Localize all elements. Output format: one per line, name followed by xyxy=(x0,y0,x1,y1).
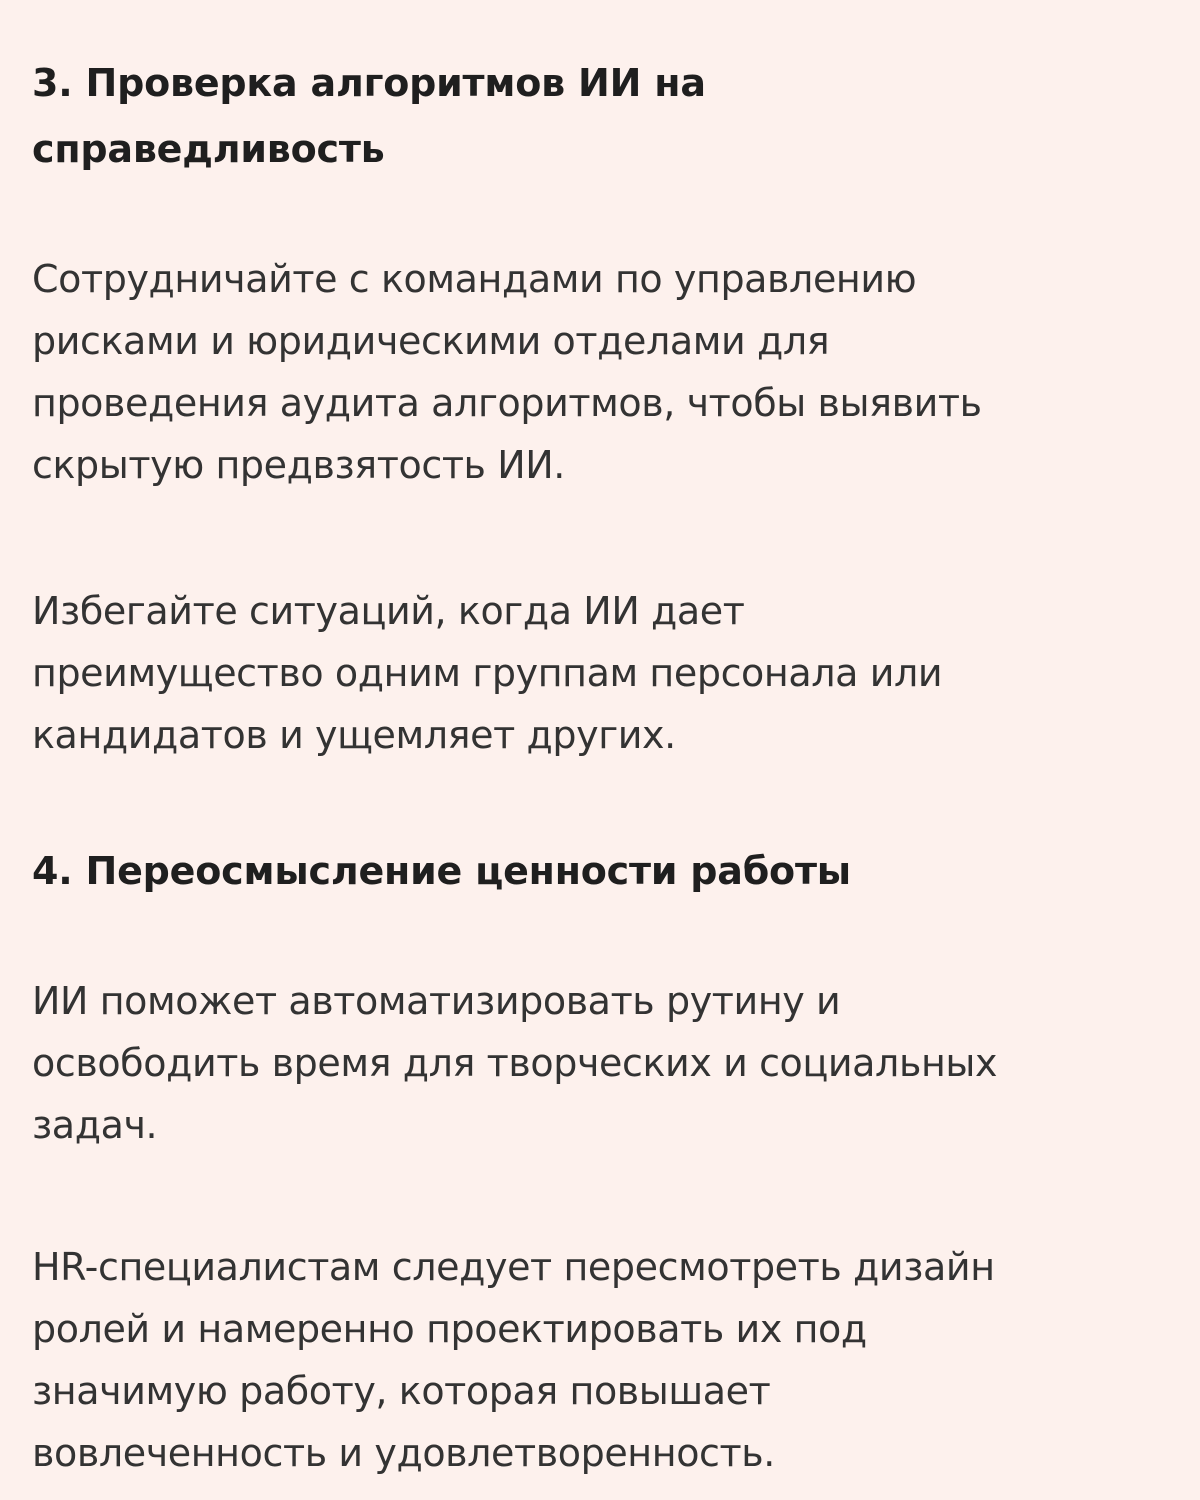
text-line: задач. xyxy=(32,1103,158,1147)
text-line: Сотрудничайте с командами по управлению xyxy=(32,257,917,301)
text-line: HR-специалистам следует пересмотреть дизайн xyxy=(32,1245,995,1289)
text-line: ИИ поможет автоматизировать рутину и xyxy=(32,979,841,1023)
paragraph-role-design xyxy=(32,1236,1172,1484)
text-line: рисками и юридическими отделами для xyxy=(32,319,830,363)
text-line: скрытую предвзятость ИИ. xyxy=(32,443,565,487)
section-heading-4 xyxy=(32,838,1162,904)
text-line: преимущество одним группам персонала или xyxy=(32,651,943,695)
heading-line: 4. Переосмысление ценности работы xyxy=(32,849,851,893)
paragraph-automation xyxy=(32,970,1172,1156)
text-line: вовлеченность и удовлетворенность. xyxy=(32,1431,775,1475)
heading-line: 3. Проверка алгоритмов ИИ на xyxy=(32,61,706,105)
section-heading-3 xyxy=(32,50,1162,182)
text-line: значимую работу, которая повышает xyxy=(32,1369,771,1413)
paragraph-avoid-bias xyxy=(32,580,1172,766)
heading-line: справедливость xyxy=(32,127,385,171)
text-line: проведения аудита алгоритмов, чтобы выявить xyxy=(32,381,982,425)
text-line: Избегайте ситуаций, когда ИИ дает xyxy=(32,589,745,633)
text-line: освободить время для творческих и социальных xyxy=(32,1041,998,1085)
text-line: кандидатов и ущемляет других. xyxy=(32,713,676,757)
text-line: ролей и намеренно проектировать их под xyxy=(32,1307,867,1351)
paragraph-audit xyxy=(32,248,1172,496)
